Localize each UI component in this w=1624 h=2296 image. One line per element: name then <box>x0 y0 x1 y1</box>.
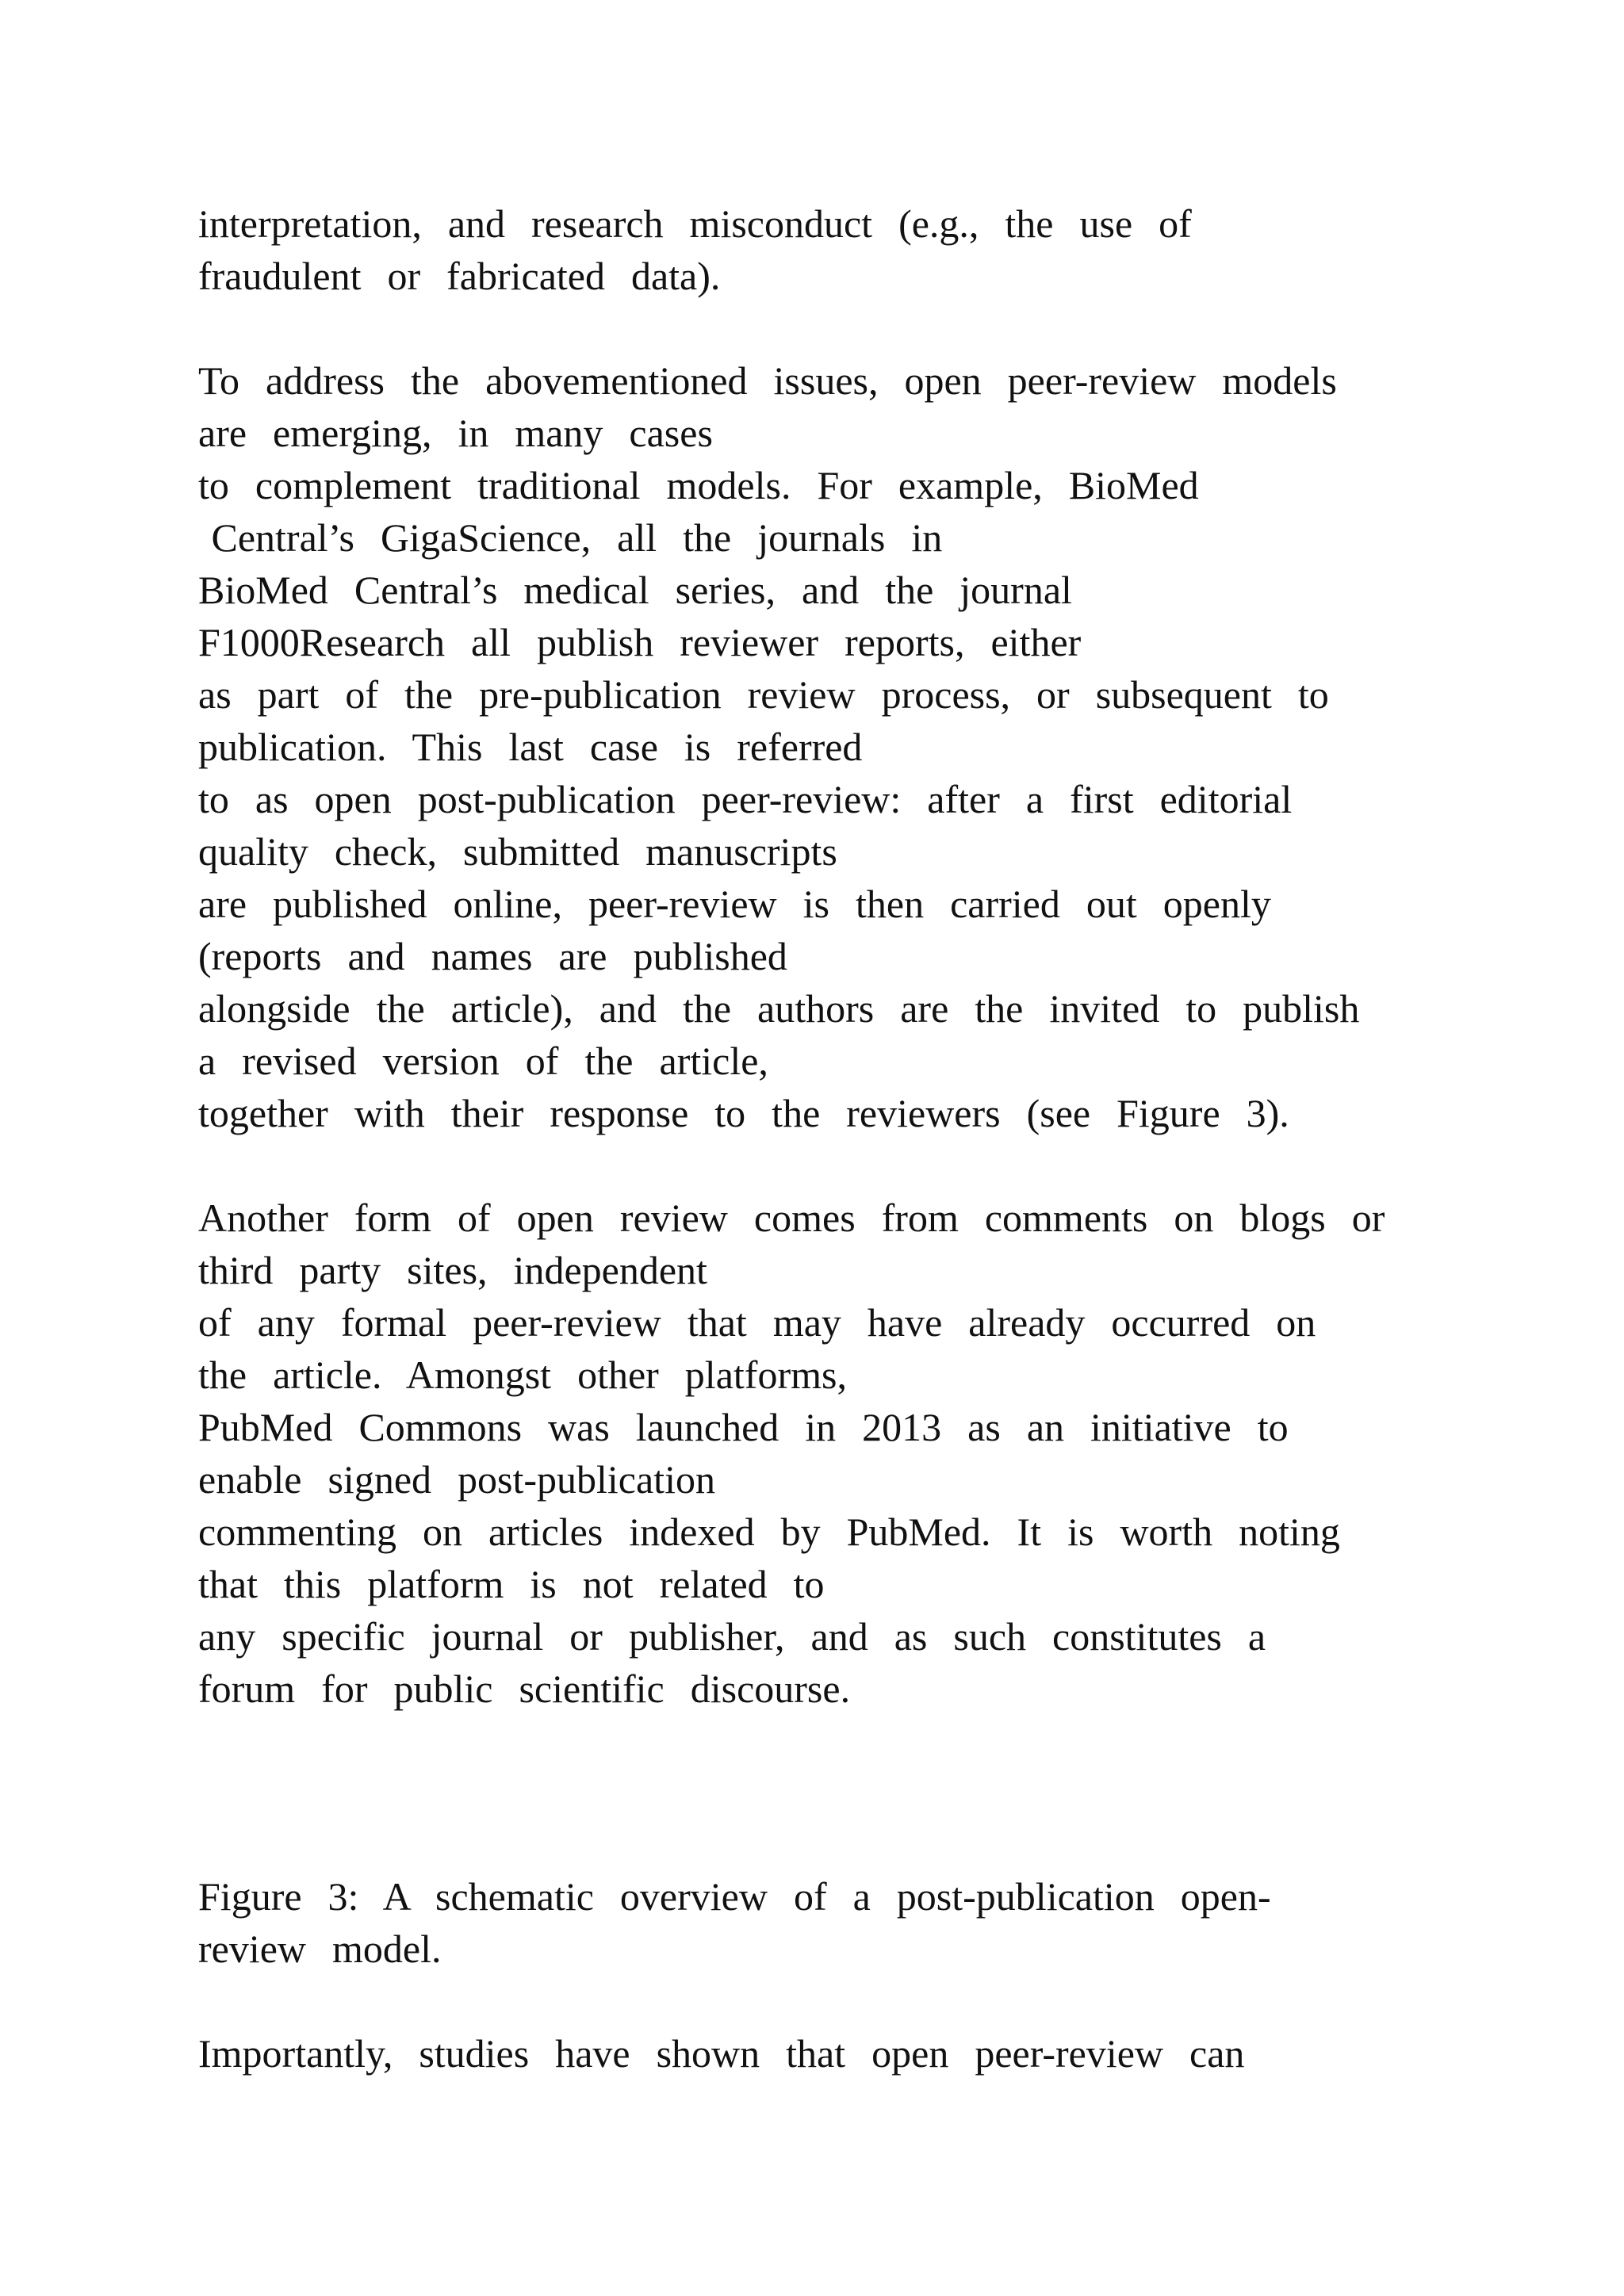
paragraph-2-line-9: to as open post-publication peer-review: after a first editorial <box>198 777 1293 821</box>
paragraph-2-line-12: (reports and names are published <box>198 934 787 978</box>
figure-caption-line-2: review model. <box>198 1927 442 1971</box>
paragraph-2-line-13: alongside the article), and the authors are the invited to publish <box>198 986 1360 1031</box>
paragraph-3-line-6: enable signed post-publication <box>198 1457 715 1502</box>
paragraph-1-line-1: interpretation, and research misconduct (e.g., the use of <box>198 201 1192 246</box>
paragraph-2-line-10: quality check, submitted manuscripts <box>198 829 837 874</box>
paragraph-2-line-3: to complement traditional models. For example, BioMed <box>198 463 1199 507</box>
paragraph-2-line-5: BioMed Central’s medical series, and the journal <box>198 568 1072 612</box>
figure-caption-line-1: Figure 3: A schematic overview of a post-publication open- <box>198 1874 1271 1919</box>
paragraph-2-line-14: a revised version of the article, <box>198 1039 768 1083</box>
paragraph-3-line-10: forum for public scientific discourse. <box>198 1667 851 1711</box>
paragraph-2-line-11: are published online, peer-review is then carried out openly <box>198 882 1271 926</box>
paragraph-2-line-6: F1000Research all publish reviewer reports, either <box>198 620 1082 664</box>
paragraph-2-line-8: publication. This last case is referred <box>198 725 863 769</box>
paragraph-3-line-8: that this platform is not related to <box>198 1562 825 1606</box>
paragraph-2-line-15: together with their response to the reviewers (see Figure 3). <box>198 1091 1289 1135</box>
paragraph-3-line-9: any specific journal or publisher, and as such constitutes a <box>198 1614 1266 1659</box>
paragraph-3-line-4: the article. Amongst other platforms, <box>198 1353 847 1397</box>
paragraph-3-line-2: third party sites, independent <box>198 1248 707 1292</box>
paragraph-2-line-2: are emerging, in many cases <box>198 411 713 455</box>
paragraph-1-line-2: fraudulent or fabricated data). <box>198 254 721 298</box>
paragraph-3-line-1: Another form of open review comes from comments on blogs or <box>198 1196 1385 1240</box>
paragraph-3-line-7: commenting on articles indexed by PubMed. It is worth noting <box>198 1510 1340 1554</box>
paragraph-2-line-4: Central’s GigaScience, all the journals in <box>198 515 943 560</box>
paragraph-4-line-1: Importantly, studies have shown that open peer-review can <box>198 2031 1245 2076</box>
paragraph-3-line-3: of any formal peer-review that may have already occurred on <box>198 1300 1316 1345</box>
paragraph-2-line-7: as part of the pre-publication review process, or subsequent to <box>198 672 1329 717</box>
paragraph-3-line-5: PubMed Commons was launched in 2013 as an initiative to <box>198 1405 1289 1449</box>
paragraph-2-line-1: To address the abovementioned issues, open peer-review models <box>198 358 1337 403</box>
